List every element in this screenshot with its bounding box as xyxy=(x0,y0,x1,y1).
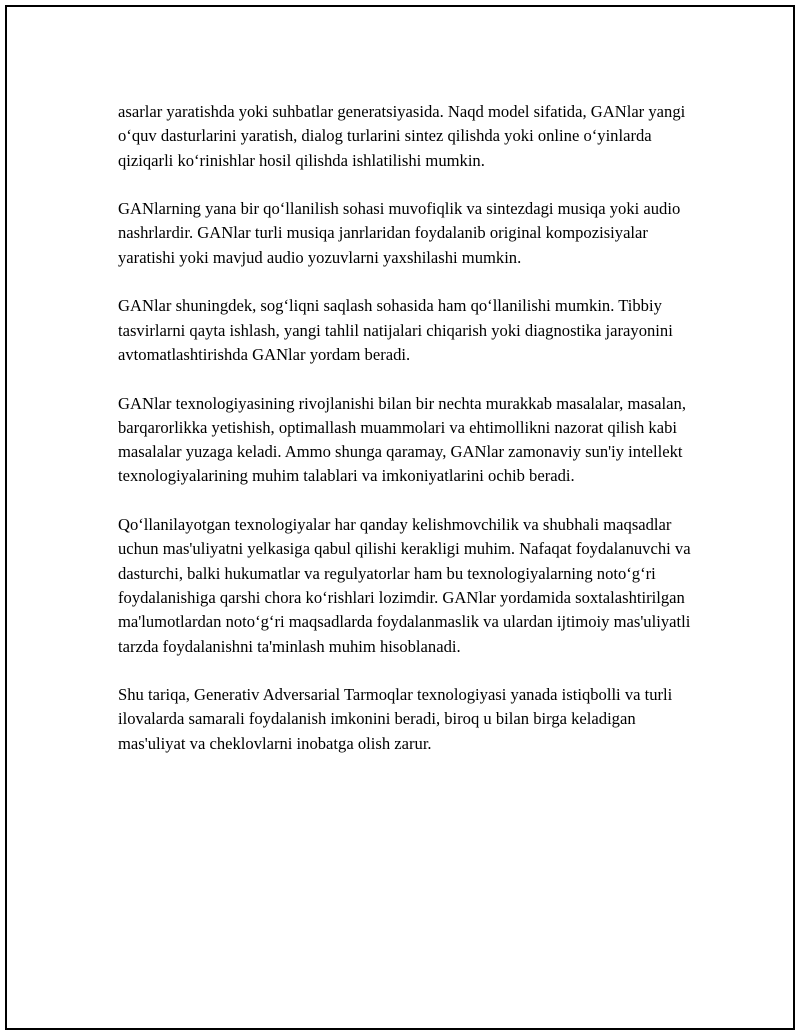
paragraph: Qo‘llanilayotgan texnologiyalar har qanday kelishmovchilik va shubhali maqsadlar uchun mas'uliyatni yelkasiga qabul qilishi kerakligi muhim. Nafaqat foydalanuvchi va dasturchi, balki hukumatlar va regulyatorlar ham bu texnologiyalarning noto‘g‘ri foydalanishiga qarshi chora ko‘rishlari lozimdir. GANlar yordamida soxtalashtirilgan ma'lumotlardan noto‘g‘ri maqsadlarda foydalanmaslik va ulardan ijtimoiy mas'uliyatli tarzda foydalanishni ta'minlash muhim hisoblanadi. xyxy=(118,515,691,656)
paragraph: GANlarning yana bir qo‘llanilish sohasi muvofiqlik va sintezdagi musiqa yoki audio nashrlardir. GANlar turli musiqa janrlaridan foydalanib original kompozisiyalar yaratishi yoki mavjud audio yozuvlarni yaxshilashi mumkin. xyxy=(118,199,681,267)
paragraph: Shu tariqa, Generativ Adversarial Tarmoqlar texnologiyasi yanada istiqbolli va turli ilovalarda samarali foydalanish imkonini beradi, biroq u bilan birga keladigan mas'uliyat va cheklovlarni inobatga olish zarur. xyxy=(118,685,673,753)
paragraph: GANlar texnologiyasining rivojlanishi bilan bir nechta murakkab masalalar, masalan, barqarorlikka yetishish, optimallash muammolari va ehtimollikni nazorat qilish kabi masalalar yuzaga keladi. Ammo shunga qaramay, GANlar zamonaviy sun'iy intellekt texnologiyalarining muhim talablari va imkoniyatlarini ochib beradi. xyxy=(118,393,686,486)
page-frame xyxy=(5,5,795,1030)
paragraph: GANlar shuningdek, sog‘liqni saqlash sohasida ham qo‘llanilishi mumkin. Tibbiy tasvirlarni qayta ishlash, yangi tahlil natijalari chiqarish yoki diagnostika jarayonini avtomatlashtirishda GANlar yordam beradi. xyxy=(118,296,673,364)
paragraph: asarlar yaratishda yoki suhbatlar generatsiyasida. Naqd model sifatida, GANlar yangi o‘quv dasturlarini yaratish, dialog turlarini sintez qilishda yoki online o‘yinlarda qiziqarli ko‘rinishlar hosil qilishda ishlatilishi mumkin. xyxy=(118,102,686,170)
document-body xyxy=(118,100,700,780)
